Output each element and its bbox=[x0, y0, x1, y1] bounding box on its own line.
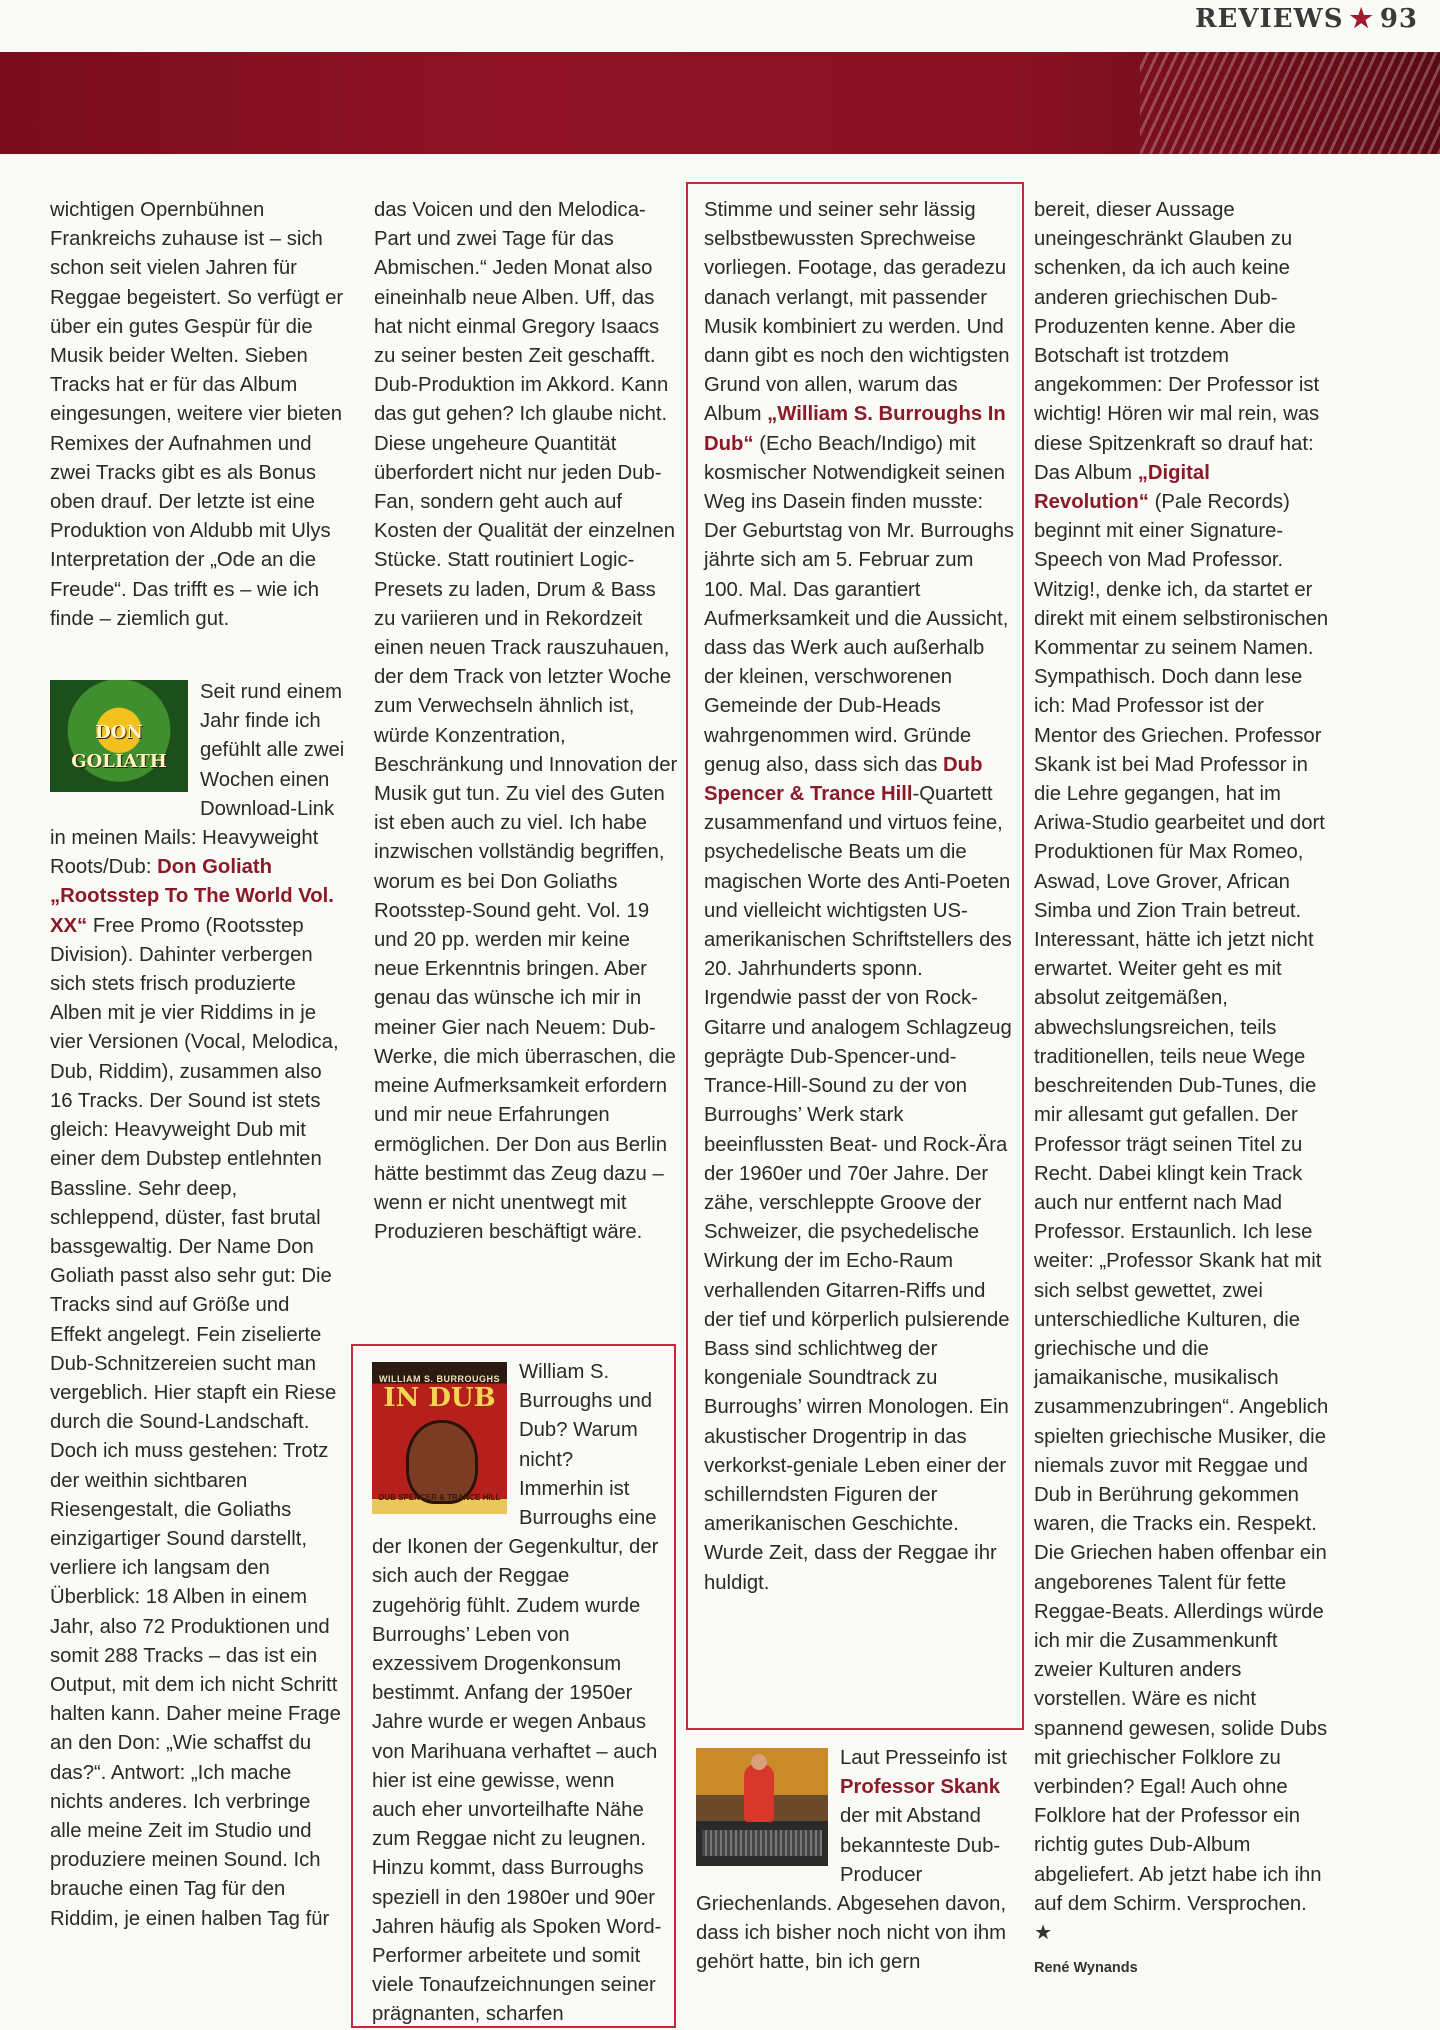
paragraph: Stimme und seiner sehr lässig selbstbewussten Sprechweise vorliegen. Footage, das geradezu danach verlangt, mit passender Musik kombiniert zu werden. Und dann gibt es noch den wichtigsten Grund von allen, warum das Album „William S. Burroughs In Dub“ (Echo Beach/Indigo) mit kosmischer Notwendigkeit seinen Weg ins Dasein finden musste: Der Geburtstag von Mr. Burroughs jährte sich am 5. Februar zum 100. Mal. Das garantiert Aufmerksamkeit und die Aussicht, dass das Werk auch außerhalb der kleinen, verschworenen Gemeinde der Dub-Heads wahrgenommen wird. Gründe genug also, dass sich das Dub Spencer & Trance Hill-Quartett zusammenfand und virtuos feine, psychedelische Beats um die magischen Worte des Anti-Poeten und vielleicht wichtigsten US-amerikanischen Schriftstellers des 20. Jahrhunderts sponn. Irgendwie passt der von Rock-Gitarre und analogem Schlagzeug geprägte Dub-Spencer-und-Trance-Hill-Sound zu der von Burroughs’ Werk stark beeinflussten Beat- und Rock-Ära der 1960er und 70er Jahre. Der zähe, verschleppte Groove der Schweizer, die psychedelische Wirkung der im Echo-Raum verhallenden Gitarren-Riffs und der tief und körperlich pulsierende Bass sind schlichtweg der kongeniale Soundtrack zu Burroughs’ wirren Monologen. Ein akustischer Drogentrip in das verkorkst-geniale Leben einer der schillerndsten Figuren der amerikanischen Geschichte. Wurde Zeit, dass der Reggae ihr huldigt. bbox=[704, 199, 1014, 1594]
column-2 bbox=[374, 196, 679, 1247]
section-title: REVIEWS bbox=[1194, 4, 1344, 34]
artist-name: Professor Skank bbox=[840, 1776, 1001, 1799]
artist-name: Don Goliath bbox=[157, 856, 273, 879]
album-title: „Rootsstep To The World Vol. XX“ bbox=[50, 885, 334, 937]
paragraph: Seit rund einem Jahr finde ich gefühlt alle zwei Wochen einen Download-Link in meinen Mails: Heavyweight Roots/Dub: Don Goliath „Rootsstep To The World Vol. XX“ Free Promo (Rootsstep Division). Dahinter verbergen sich stets frisch produzierte Alben mit je vier Riddims in je vier Versionen (Vocal, Melodica, Dub, Riddim), zusammen also 16 Tracks. Der Sound ist stets gleich: Heavyweight Dub mit einer dem Dubstep entlehnten Bassline. Sehr deep, schleppend, düster, fast brutal bassgewaltig. Der Name Don Goliath passt also sehr gut: Die Tracks sind auf Größe und Effekt angelegt. Fein ziselierte Dub-Schnitzereien sucht man vergeblich. Hier stapft ein Riese durch die Sound-Landschaft. Doch ich muss gestehen: Trotz der weithin sichtbaren Riesengestalt, die Goliaths einzigartiger Sound darstellt, verliere ich langsam den Überblick: 18 Alben in einem Jahr, also 72 Produktionen und somit 288 Tracks – das ist ein Output, mit dem ich nicht Schritt halten kann. Daher meine Frage an den Don: „Wie schaffst du das?“. Antwort: „Ich mache nichts anderes. Ich verbringe alle meine Zeit im Studio und produziere meinen Sound. Ich brauche einen Tag für den Riddim, je einen halben Tag für bbox=[50, 681, 345, 1930]
album-title: „Digital Revolution“ bbox=[1034, 461, 1210, 514]
person-head bbox=[751, 1754, 767, 1770]
star-icon: ★ bbox=[1349, 4, 1374, 34]
column-3 bbox=[704, 196, 1016, 1598]
paragraph: William S. Burroughs und Dub? Warum nicht? Immerhin ist Burroughs eine der Ikonen der Gegenkultur, der sich auch der Reggae zugehörig fühlt. Zudem wurde Burroughs’ Leben von exzessivem Drogenkonsum bestimmt. Anfang der 1950er Jahre wurde er wegen Anbaus von Marihuana verhaftet – auch hier ist eine gewisse, wenn auch eher unvorteilhafte Nähe zum Reggae nicht zu leugnen. Hinzu kommt, dass Burroughs speziell in den 1980er und 90er Jahren häufig als Spoken Word-Performer arbeitete und somit viele Tonaufzeichnungen seiner prägnanten, scharfen bbox=[372, 1361, 662, 2026]
cover-title: IN DUB bbox=[383, 1383, 496, 1413]
banner-texture bbox=[1140, 52, 1440, 154]
page-header bbox=[0, 0, 1440, 52]
mixing-desk bbox=[702, 1830, 822, 1856]
photo-professor-skank bbox=[696, 1748, 828, 1866]
page-number: 93 bbox=[1379, 4, 1418, 34]
album-title: „William S. Burroughs In Dub“ bbox=[704, 403, 1006, 455]
section-label bbox=[1195, 4, 1418, 34]
cover-artist: WILLIAM S. BURROUGHS bbox=[379, 1374, 500, 1384]
column-4 bbox=[1034, 196, 1330, 1983]
person-figure bbox=[744, 1764, 774, 1822]
paragraph: das Voicen und den Melodica-Part und zwei Tage für das Abmischen.“ Jeden Monat also eineinhalb neue Alben. Uff, das hat nicht einmal Gregory Isaacs zu seiner besten Zeit geschafft. Dub-Produktion im Akkord. Kann das gut gehen? Ich glaube nicht. Diese ungeheure Quantität überfordert nicht nur jeden Dub-Fan, sondern geht auch auf Kosten der Qualität der einzelnen Stücke. Statt routiniert Logic-Presets zu laden, Drum & Bass zu variieren und in Rekordzeit einen neuen Track rauszuhauen, der dem Track von letzter Woche zum Verwechseln ähnlich ist, würde Konzentration, Beschränkung und Innovation der Musik gut tun. Zu viel des Guten ist eben auch zu viel. Ich habe inzwischen vollständig begriffen, worum es bei Don Goliaths Rootsstep-Sound geht. Vol. 19 und 20 pp. werden mir keine neue Erkenntnis bringen. Aber genau das wünsche ich mir in meiner Gier nach Neuem: Dub-Werke, die mich überraschen, die meine Aufmerksamkeit erfordern und mir neue Erfahrungen ermöglichen. Der Don aus Berlin hätte bestimmt das Zeug dazu – wenn er nicht unentwegt mit Produzieren beschäftigt wäre. bbox=[374, 199, 678, 1244]
cover-title: DON GOLIATH bbox=[71, 722, 167, 773]
paragraph: Laut Presseinfo ist Professor Skank der mit Abstand bekannteste Dub-Producer Griechenlands. Abgesehen davon, dass ich bisher noch nicht von ihm gehört hatte, bin ich gern bbox=[696, 1747, 1007, 1974]
paragraph: bereit, dieser Aussage uneingeschränkt Glauben zu schenken, da ich auch keine anderen griechischen Dub-Produzenten kenne. Aber die Botschaft ist trotzdem angekommen: Der Professor ist wichtig! Hören wir mal rein, was diese Spitzenkraft so drauf hat: Das Album „Digital Revolution“ (Pale Records) beginnt mit einer Signature-Speech von Mad Professor. Witzig!, denke ich, da startet er direkt mit einem selbstironischen Kommentar zu seinem Namen. Sympathisch. Doch dann lese ich: Mad Professor ist der Mentor des Griechen. Professor Skank ist bei Mad Professor in die Lehre gegangen, hat im Ariwa-Studio gearbeitet und dort Produktionen für Max Romeo, Aswad, Love Grover, African Simba und Zion Train betreut. Interessant, hätte ich jetzt nicht erwartet. Weiter geht es mit absolut zeitgemäßen, abwechslungsreichen, teils traditionellen, teils neue Wege beschreitenden Dub-Tunes, die mir allesamt gut gefallen. Der Professor trägt seinen Titel zu Recht. Dabei klingt kein Track auch nur entfernt nach Mad Professor. Erstaunlich. Ich lese weiter: „Professor Skank hat mit sich selbst gewettet, zwei unterschiedliche Kulturen, die griechische und die jamaikanische, musikalisch zusammenzubringen“. Angeblich spielten griechische Musiker, die niemals zuvor mit Reggae und Dub in Berührung gekommen waren, die Tracks ein. Respekt. Die Griechen haben offenbar ein angeborenes Talent für fette Reggae-Beats. Allerdings würde ich mir die Zusammenkunft zweier Kulturen anders vorstellen. Wäre es nicht spannend gewesen, solide Dubs mit griechischer Folklore zu verbinden? Egal! Auch ohne Folklore hat der Professor ein richtig gutes Dub-Album abgeliefert. Ab jetzt habe ich ihn auf dem Schirm. Versprochen. ★ bbox=[1034, 199, 1329, 1944]
album-cover-don-goliath bbox=[50, 680, 188, 792]
author-signature: René Wynands bbox=[1034, 1960, 1138, 1977]
album-cover-burroughs-in-dub bbox=[372, 1362, 507, 1514]
artist-name: Dub Spencer & Trance Hill bbox=[704, 753, 983, 806]
column-2-box bbox=[372, 1358, 662, 2030]
spacer bbox=[50, 634, 346, 678]
cover-band: DUB SPENCER & TRANCE HILL bbox=[378, 1492, 501, 1502]
paragraph: wichtigen Opernbühnen Frankreichs zuhause ist – sich schon seit vielen Jahren für Reggae begeistert. So verfügt er über ein gutes Gespür für die Musik beider Welten. Sieben Tracks hat er für das Album eingesungen, weitere vier bieten Remixes der Aufnahmen und zwei Tracks gibt es als Bonus oben drauf. Der letzte ist eine Produktion von Aldubb mit Ulys Interpretation der „Ode an die Freude“. Das trifft es – wie ich finde – ziemlich gut. bbox=[50, 199, 344, 630]
column-1 bbox=[50, 196, 346, 1934]
end-star-icon: ★ bbox=[1034, 1921, 1053, 1944]
column-3-lower bbox=[696, 1744, 1016, 1978]
